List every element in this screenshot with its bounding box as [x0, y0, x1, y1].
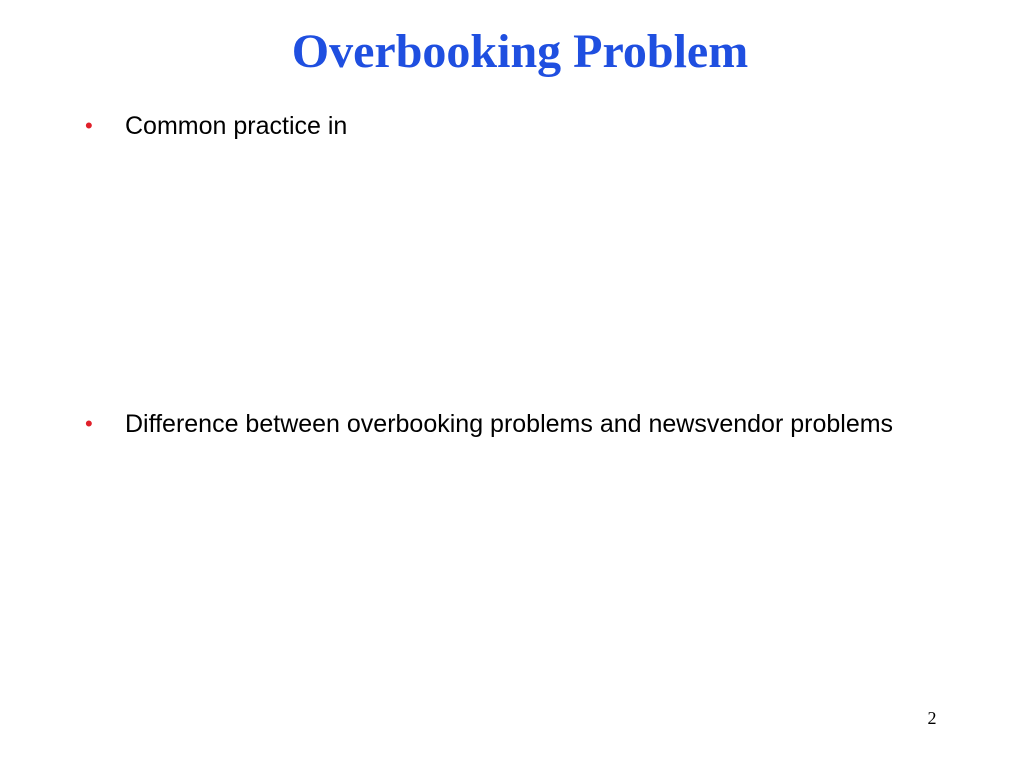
bullet-marker-icon: •: [85, 113, 93, 138]
bullet-text: Difference between overbooking problems and newsvendor problems: [125, 410, 894, 438]
bullet-marker-icon: •: [85, 411, 93, 436]
bullet-item-common-practice: [85, 108, 905, 144]
bullet-item-difference: [85, 406, 905, 442]
page-number: 2: [927, 708, 937, 728]
bullet-text: Common practice in: [125, 112, 348, 140]
slide-title: Overbooking Problem: [291, 25, 749, 78]
